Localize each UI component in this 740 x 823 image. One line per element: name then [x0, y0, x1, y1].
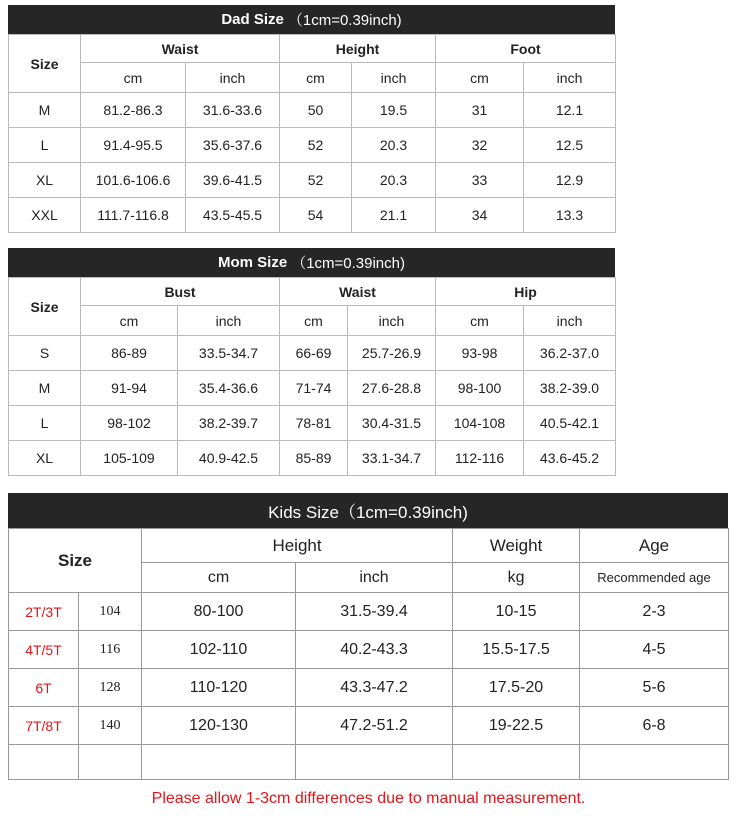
size-cell: 2T/3T — [9, 593, 79, 631]
table-cell: 32 — [436, 128, 524, 163]
table-cell: 110-120 — [142, 669, 296, 707]
size-cell: XL — [9, 441, 81, 476]
kids-size-title-bar — [8, 493, 728, 528]
unit-header: inch — [296, 563, 453, 593]
table-cell: 98-100 — [436, 371, 524, 406]
table-cell: 20.3 — [352, 163, 436, 198]
size-cell: XL — [9, 163, 81, 198]
mom-size-chart — [8, 248, 615, 476]
table-cell: 25.7-26.9 — [348, 336, 436, 371]
table-row — [9, 336, 616, 371]
table-cell: 93-98 — [436, 336, 524, 371]
mom-size-conversion-note: （1cm=0.39inch) — [291, 255, 405, 272]
table-cell: 43.3-47.2 — [296, 669, 453, 707]
table-cell: 43.5-45.5 — [186, 198, 280, 233]
table-cell: 40.5-42.1 — [524, 406, 616, 441]
table-row — [9, 406, 616, 441]
table-cell: 12.5 — [524, 128, 616, 163]
table-cell: 12.1 — [524, 93, 616, 128]
table-cell: 6-8 — [580, 707, 729, 745]
empty-cell — [9, 745, 79, 780]
unit-header: inch — [524, 63, 616, 93]
table-cell: 104-108 — [436, 406, 524, 441]
table-cell: 52 — [280, 128, 352, 163]
waist-header: Waist — [81, 35, 280, 63]
table-cell: 38.2-39.7 — [178, 406, 280, 441]
table-cell: 85-89 — [280, 441, 348, 476]
table-cell: 15.5-17.5 — [453, 631, 580, 669]
table-row — [9, 707, 729, 745]
table-cell: 102-110 — [142, 631, 296, 669]
table-cell: 50 — [280, 93, 352, 128]
age-header: Age — [580, 529, 729, 563]
unit-header: inch — [352, 63, 436, 93]
table-cell: 31.5-39.4 — [296, 593, 453, 631]
table-cell: 71-74 — [280, 371, 348, 406]
table-row — [9, 593, 729, 631]
kids-size-title: Kids Size（1cm=0.39inch) — [268, 503, 468, 522]
table-cell: 104 — [79, 593, 142, 631]
dad-size-chart — [8, 5, 615, 233]
table-row — [9, 631, 729, 669]
table-cell: 31 — [436, 93, 524, 128]
weight-header: Weight — [453, 529, 580, 563]
unit-header: cm — [436, 306, 524, 336]
unit-header: inch — [178, 306, 280, 336]
table-cell: 47.2-51.2 — [296, 707, 453, 745]
table-cell: 111.7-116.8 — [81, 198, 186, 233]
table-cell: 39.6-41.5 — [186, 163, 280, 198]
table-cell: 4-5 — [580, 631, 729, 669]
unit-header: inch — [524, 306, 616, 336]
table-cell: 12.9 — [524, 163, 616, 198]
table-cell: 33 — [436, 163, 524, 198]
unit-header: inch — [186, 63, 280, 93]
unit-header: kg — [453, 563, 580, 593]
unit-header: cm — [81, 63, 186, 93]
table-row — [9, 93, 616, 128]
table-cell: 38.2-39.0 — [524, 371, 616, 406]
empty-cell — [296, 745, 453, 780]
kids-size-table — [8, 528, 729, 818]
unit-header: cm — [436, 63, 524, 93]
table-cell: 36.2-37.0 — [524, 336, 616, 371]
hip-header: Hip — [436, 278, 616, 306]
table-cell: 34 — [436, 198, 524, 233]
kids-size-chart — [8, 493, 728, 818]
table-cell: 19.5 — [352, 93, 436, 128]
table-cell: 35.4-36.6 — [178, 371, 280, 406]
table-cell: 21.1 — [352, 198, 436, 233]
table-cell: 19-22.5 — [453, 707, 580, 745]
table-row — [9, 441, 616, 476]
table-cell: 101.6-106.6 — [81, 163, 186, 198]
table-cell: 120-130 — [142, 707, 296, 745]
dad-size-conversion-note: （1cm=0.39inch) — [287, 12, 402, 29]
unit-header: cm — [142, 563, 296, 593]
table-cell: 66-69 — [280, 336, 348, 371]
table-row — [9, 163, 616, 198]
dad-size-title-bar — [8, 5, 615, 34]
table-cell: 91.4-95.5 — [81, 128, 186, 163]
empty-row — [9, 745, 729, 780]
table-cell: 33.1-34.7 — [348, 441, 436, 476]
height-header: Height — [142, 529, 453, 563]
table-cell: 112-116 — [436, 441, 524, 476]
table-cell: 78-81 — [280, 406, 348, 441]
table-cell: 86-89 — [81, 336, 178, 371]
size-cell: M — [9, 93, 81, 128]
size-header: Size — [9, 35, 81, 93]
table-cell: 35.6-37.6 — [186, 128, 280, 163]
size-cell: M — [9, 371, 81, 406]
table-cell: 33.5-34.7 — [178, 336, 280, 371]
size-header: Size — [9, 278, 81, 336]
table-cell: 116 — [79, 631, 142, 669]
table-cell: 40.2-43.3 — [296, 631, 453, 669]
dad-size-table — [8, 34, 616, 233]
size-cell: XXL — [9, 198, 81, 233]
size-cell: L — [9, 128, 81, 163]
table-cell: 27.6-28.8 — [348, 371, 436, 406]
table-cell: 54 — [280, 198, 352, 233]
table-row — [9, 669, 729, 707]
mom-size-title-bar — [8, 248, 615, 277]
table-cell: 105-109 — [81, 441, 178, 476]
bust-header: Bust — [81, 278, 280, 306]
unit-header: cm — [280, 63, 352, 93]
table-cell: 5-6 — [580, 669, 729, 707]
height-header: Height — [280, 35, 436, 63]
table-cell: 17.5-20 — [453, 669, 580, 707]
table-cell: 98-102 — [81, 406, 178, 441]
waist-header: Waist — [280, 278, 436, 306]
mom-size-title: Mom Size — [218, 254, 288, 271]
unit-header: cm — [280, 306, 348, 336]
foot-header: Foot — [436, 35, 616, 63]
table-cell: 2-3 — [580, 593, 729, 631]
empty-cell — [79, 745, 142, 780]
size-cell: 7T/8T — [9, 707, 79, 745]
size-cell: L — [9, 406, 81, 441]
table-cell: 43.6-45.2 — [524, 441, 616, 476]
table-cell: 20.3 — [352, 128, 436, 163]
empty-cell — [580, 745, 729, 780]
table-row — [9, 198, 616, 233]
unit-header: inch — [348, 306, 436, 336]
table-cell: 13.3 — [524, 198, 616, 233]
empty-cell — [142, 745, 296, 780]
table-cell: 30.4-31.5 — [348, 406, 436, 441]
table-cell: 52 — [280, 163, 352, 198]
table-cell: 40.9-42.5 — [178, 441, 280, 476]
table-cell: 31.6-33.6 — [186, 93, 280, 128]
table-row — [9, 128, 616, 163]
measurement-footnote: Please allow 1-3cm differences due to manual measurement. — [151, 790, 586, 807]
table-row — [9, 371, 616, 406]
dad-size-title: Dad Size — [221, 11, 284, 28]
mom-size-table — [8, 277, 616, 476]
size-cell: 6T — [9, 669, 79, 707]
unit-header: cm — [81, 306, 178, 336]
empty-cell — [453, 745, 580, 780]
size-cell: 4T/5T — [9, 631, 79, 669]
table-cell: 91-94 — [81, 371, 178, 406]
table-cell: 140 — [79, 707, 142, 745]
table-cell: 128 — [79, 669, 142, 707]
table-cell: 10-15 — [453, 593, 580, 631]
size-cell: S — [9, 336, 81, 371]
recommended-age-header: Recommended age — [580, 563, 729, 593]
size-header: Size — [9, 529, 142, 593]
table-cell: 81.2-86.3 — [81, 93, 186, 128]
table-cell: 80-100 — [142, 593, 296, 631]
